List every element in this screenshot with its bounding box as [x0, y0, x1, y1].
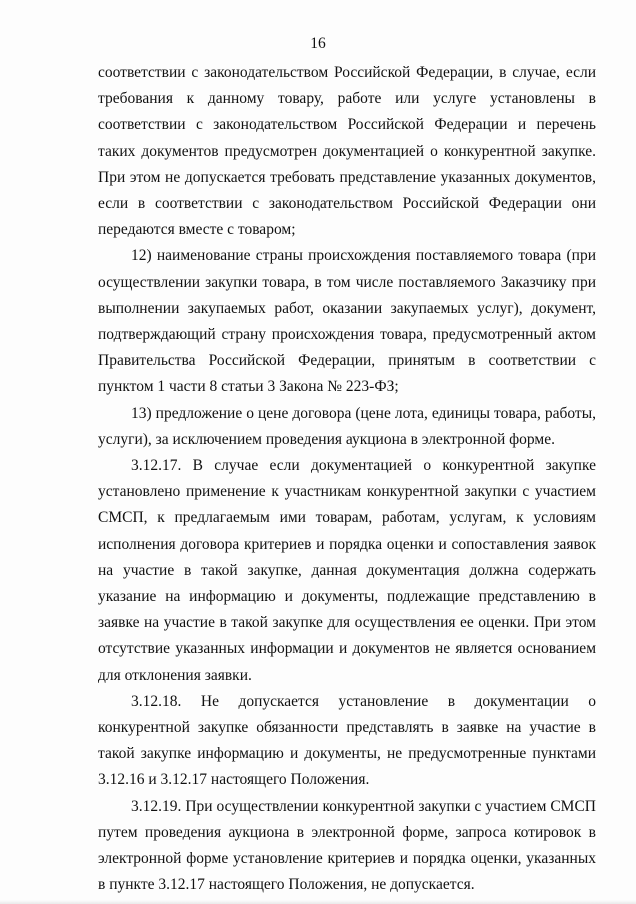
paragraph-3-12-19: 3.12.19. При осуществлении конкурентной закупки с участием СМСП путем проведения аукциона в электронной форме, запроса котировок в электронной форме установление критериев и порядка оценки, указанных в пункте 3.12.17 настоящего Положения, не допускается.: [98, 797, 596, 894]
paragraph-3-12-17: 3.12.17. В случае если документацией о конкурентной закупке установлено применение к участникам конкурентной закупки с участием СМСП, к предлагаемым ими товарам, работам, услугам, к условиям исполнения договора критериев и порядка оценки и сопоставления заявок на участие в такой закупке, данная документация должна содержать указание на информацию и документы, подлежащие представлению в заявке на участие в такой закупке для осуществления ее оценки. При этом отсутствие указанных информации и документов не является основанием для отклонения заявки.: [98, 457, 596, 684]
page-number: 16: [310, 35, 326, 52]
paragraph-item-12: 12) наименование страны происхождения поставляемого товара (при осуществлении закупки товара, в том числе поставляемого Заказчику при выполнении закупаемых работ, оказании закупаемых услуг), документ, подтверждающий страну происхождения товара, предусмотренный актом Правительства Российской Федерации, принятым в соответствии с пунктом 1 части 8 статьи 3 Закона № 223-ФЗ;: [98, 247, 596, 396]
paragraph-3-12-18: 3.12.18. Не допускается установление в документации о конкурентной закупке обязанности представлять в заявке на участие в такой закупке информацию и документы, не предусмотренные пунктами 3.12.16 и 3.12.17 настоящего Положения.: [98, 692, 596, 789]
page-bottom-edge: [0, 900, 636, 904]
paragraph-continuation: соответствии с законодательством Российской Федерации, в случае, если требования к данному товару, работе или услуге установлены в соответствии с законодательством Российской Федерации и перечень таких документов предусмотрен документацией о конкурентной закупке. При этом не допускается требовать представление указанных документов, если в соответствии с законодательством Российской Федерации они передаются вместе с товаром;: [98, 64, 596, 239]
paragraph-item-13: 13) предложение о цене договора (цене лота, единицы товара, работы, услуги), за исключением проведения аукциона в электронной форме.: [98, 404, 596, 448]
document-body: [98, 60, 596, 899]
